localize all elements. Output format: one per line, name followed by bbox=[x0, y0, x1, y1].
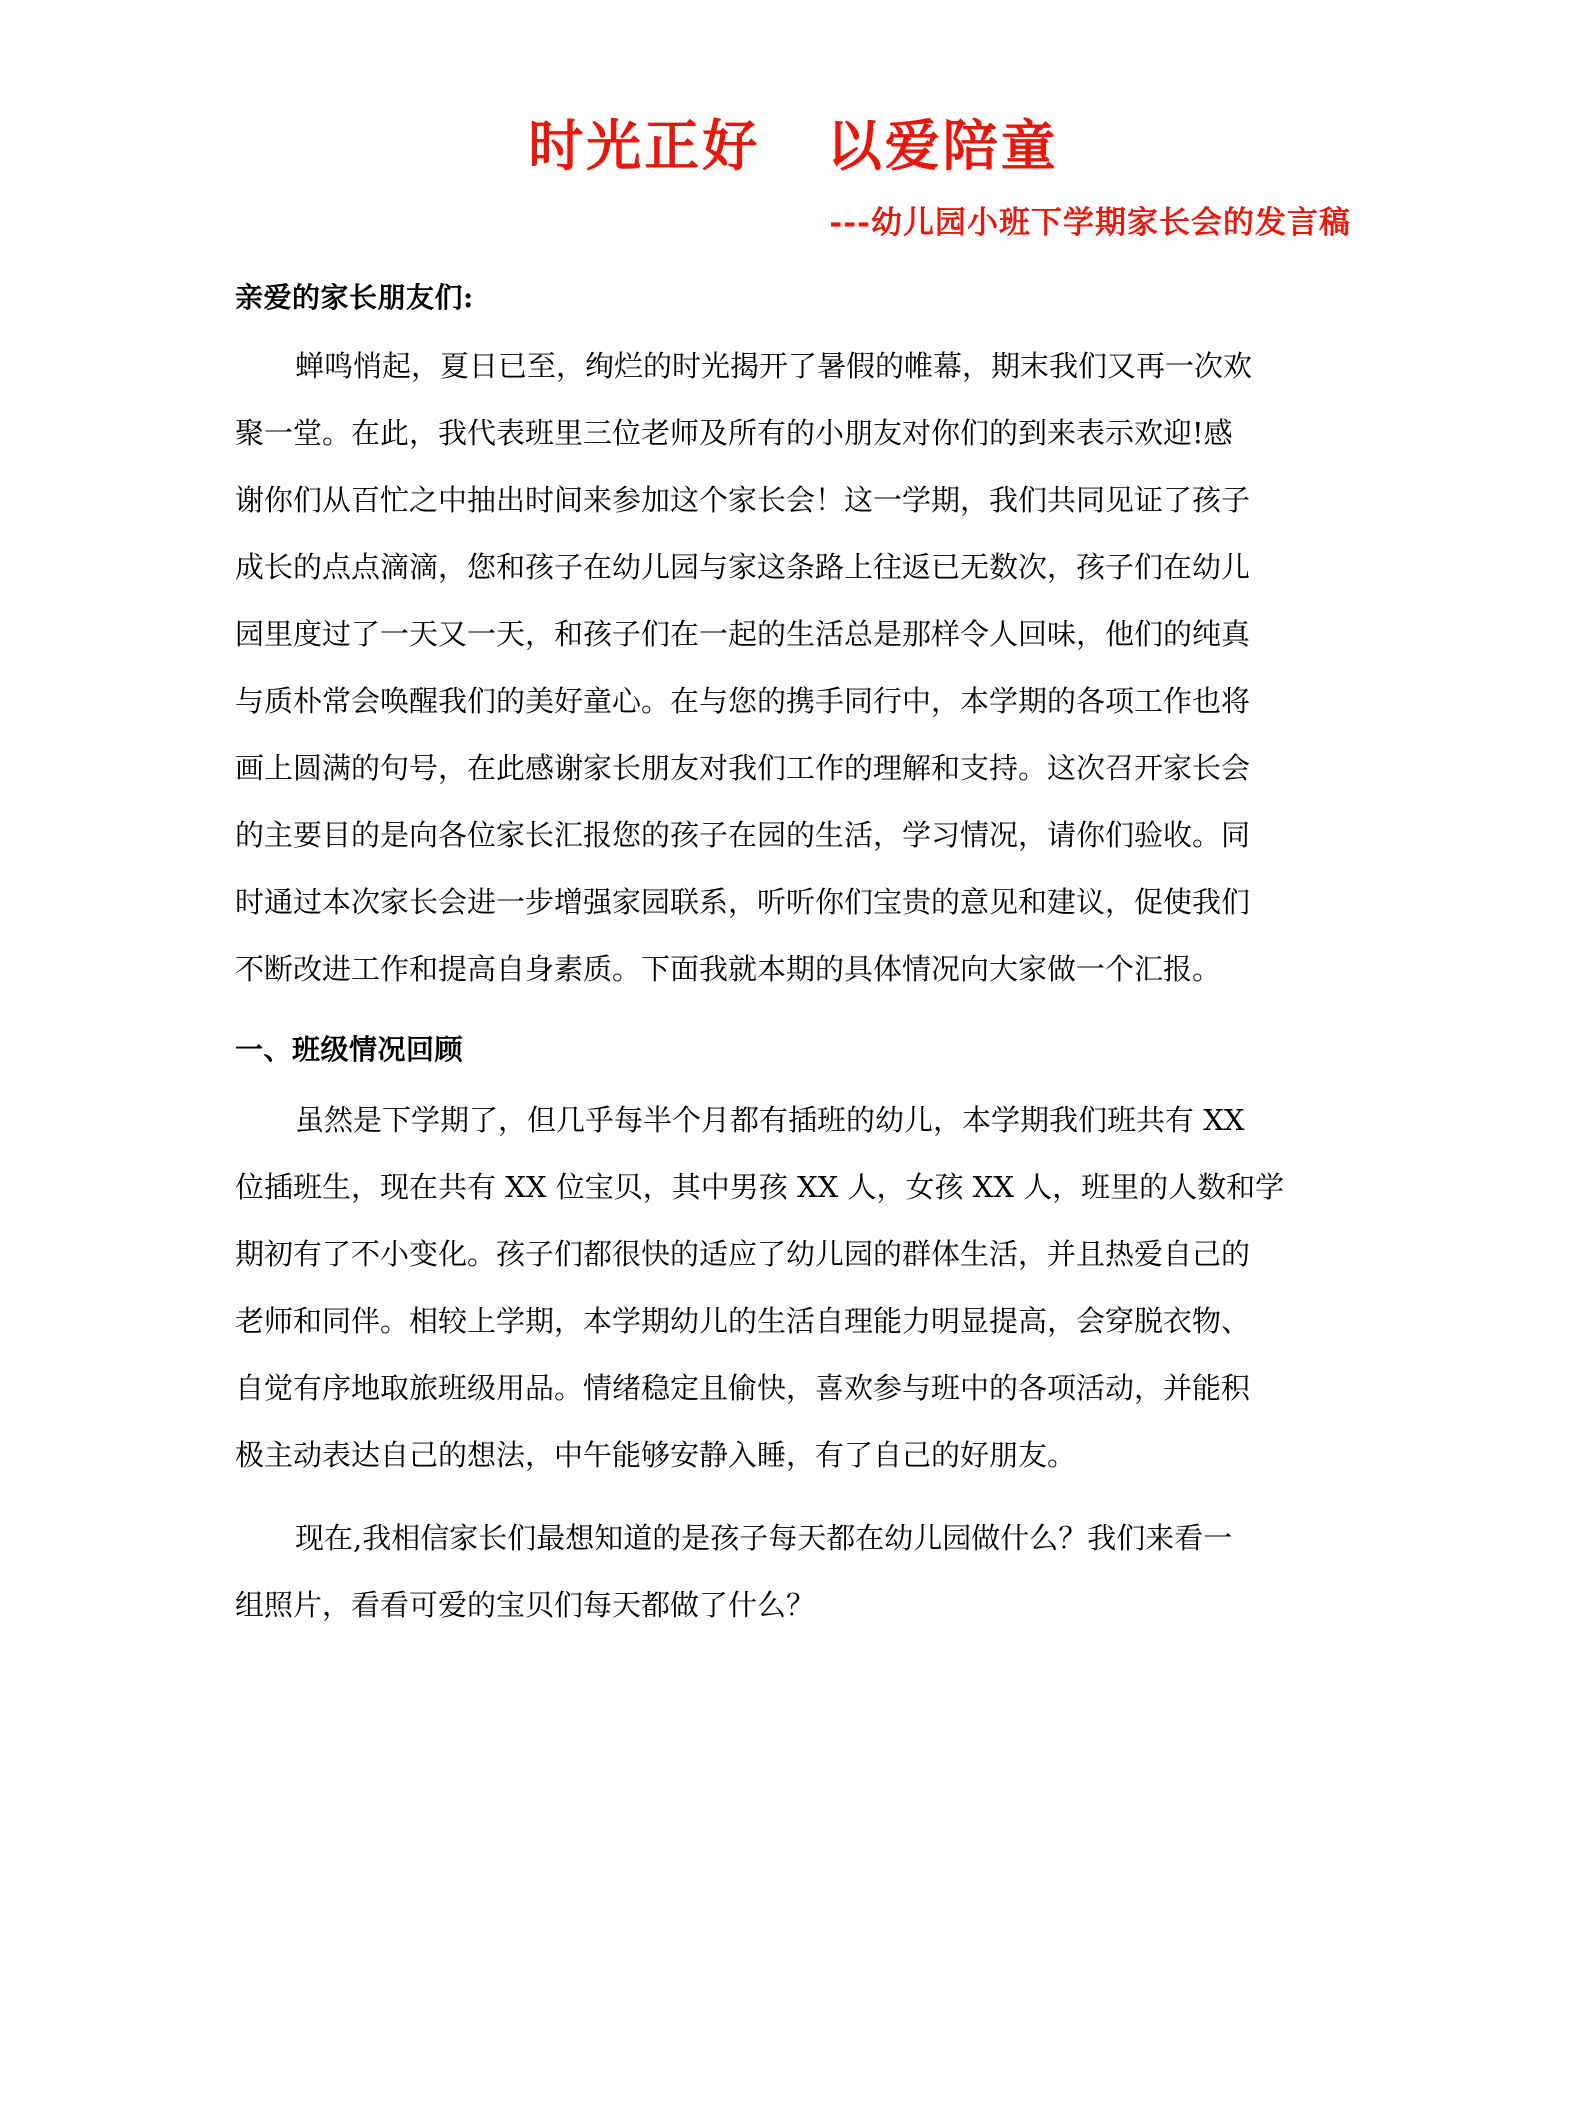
paragraph-line: 现在,我相信家长们最想知道的是孩子每天都在幼儿园做什么？我们来看一 bbox=[295, 1520, 1233, 1555]
section-heading-class-review: 一、班级情况回顾 bbox=[235, 1032, 464, 1066]
paragraph-line: 期初有了不小变化。孩子们都很快的适应了幼儿园的群体生活，并且热爱自己的 bbox=[235, 1236, 1251, 1271]
paragraph-line: 极主动表达自己的想法，中午能够安静入睡，有了自己的好朋友。 bbox=[235, 1437, 1077, 1472]
salutation: 亲爱的家长朋友们: bbox=[235, 280, 474, 314]
paragraph-line: 组照片，看看可爱的宝贝们每天都做了什么？ bbox=[235, 1587, 816, 1622]
paragraph-photos-intro bbox=[235, 1505, 1352, 1639]
paragraph-line: 位插班生，现在共有 XX 位宝贝，其中男孩 XX 人，女孩 XX 人，班里的人数和学 bbox=[235, 1169, 1285, 1204]
document-subtitle: ---幼儿园小班下学期家长会的发言稿 bbox=[829, 205, 1351, 242]
paragraph-line: 画上圆满的句号，在此感谢家长朋友对我们工作的理解和支持。这次召开家长会 bbox=[235, 750, 1251, 785]
paragraph-line: 与质朴常会唤醒我们的美好童心。在与您的携手同行中，本学期的各项工作也将 bbox=[235, 683, 1251, 718]
paragraph-line: 不断改进工作和提高自身素质。下面我就本期的具体情况向大家做一个汇报。 bbox=[235, 951, 1222, 986]
paragraph-line: 虽然是下学期了，但几乎每半个月都有插班的幼儿，本学期我们班共有 XX bbox=[295, 1102, 1245, 1137]
paragraph-line: 谢你们从百忙之中抽出时间来参加这个家长会！这一学期，我们共同见证了孩子 bbox=[235, 482, 1251, 517]
paragraph-line: 园里度过了一天又一天，和孩子们在一起的生活总是那样令人回味，他们的纯真 bbox=[235, 616, 1251, 651]
paragraph-line: 时通过本次家长会进一步增强家园联系，听听你们宝贵的意见和建议，促使我们 bbox=[235, 884, 1251, 919]
paragraph-line: 成长的点点滴滴，您和孩子在幼儿园与家这条路上往返已无数次，孩子们在幼儿 bbox=[235, 549, 1251, 584]
page-title: 时光正好 以爱陪童 bbox=[528, 113, 1059, 178]
paragraph-class-review bbox=[235, 1087, 1352, 1489]
paragraph-line: 聚一堂。在此，我代表班里三位老师及所有的小朋友对你们的到来表示欢迎!感 bbox=[235, 415, 1233, 450]
paragraph-line: 的主要目的是向各位家长汇报您的孩子在园的生活，学习情况，请你们验收。同 bbox=[235, 817, 1251, 852]
paragraph-intro bbox=[235, 333, 1352, 1003]
paragraph-line: 蝉鸣悄起，夏日已至，绚烂的时光揭开了暑假的帷幕，期末我们又再一次欢 bbox=[295, 348, 1253, 383]
paragraph-line: 自觉有序地取旅班级用品。情绪稳定且偷快，喜欢参与班中的各项活动，并能积 bbox=[235, 1370, 1251, 1405]
paragraph-line: 老师和同伴。相较上学期，本学期幼儿的生活自理能力明显提高，会穿脱衣物、 bbox=[235, 1303, 1251, 1338]
